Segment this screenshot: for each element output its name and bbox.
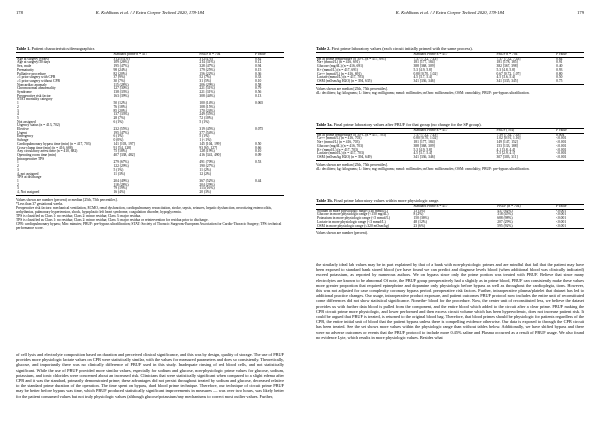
table-cell: 128 (19%) [199, 149, 215, 154]
table-cell: 30 (7%) [113, 78, 126, 83]
table-cell: Sex, male [17, 64, 32, 69]
table-cell: Syndrome [17, 90, 32, 95]
table-cell: Urgency status (n = 413, 702) [17, 123, 60, 128]
table-1 [16, 46, 284, 230]
table-cell: 6 (1%) [113, 134, 124, 139]
table-cell: 6 (1%) [113, 119, 124, 124]
table-footnotes [316, 163, 584, 171]
journal-header: K. Kohlhaas et al. / J Extra Corpor Technol 2020, 178-184 [95, 10, 205, 15]
column-header: P value [555, 129, 584, 134]
table-cell: 31 (5%) [199, 78, 212, 83]
footnote: Preoperative risk factors: mechanical ventilation, ECMO, renal dysfunction, cardiopulmonary resuscitation, stroke, sepsis, seizures, hepatic dysfunction, necrotizing enterocolitis, arrhythmias, pulmonary hypertension, shock, hypoplastic left heart syndrome, coagulation disorder, hypoglycemia. [16, 205, 272, 214]
table-cell: Any circulatory arrest time (n = 410, 682) [17, 149, 78, 154]
column-header: Standard prime n = 417 [112, 53, 198, 58]
table-cell: 0.36 [255, 71, 262, 76]
table-cell: 0.79 [255, 86, 262, 91]
table-cell: Lactate in more physiologic range (<3 mmol/L) [317, 219, 386, 224]
table-cell: Prematurity [17, 67, 34, 72]
column-header: PBUF n = 704 [496, 53, 556, 58]
table-cell: 388 [368, 309] [413, 143, 435, 148]
footnote: TPS is classified as Class 1: no residua; Class 2: minor residua; Class 3: major residua or reintervention for residua prior to discharge. [16, 218, 209, 223]
table-cell: 318 (45%) [497, 212, 513, 217]
table-cell: 1 [17, 178, 19, 183]
table-cell: 0.75 [555, 80, 584, 84]
table-cell: 137 (33%) [113, 112, 129, 117]
table-cell: 388 [368, 309] [413, 64, 435, 69]
table-cell: 138 (33%) [113, 90, 129, 95]
table-caption: Table 3b. Final prime laboratory values within more physiologic range. [316, 198, 440, 203]
table-cell: 150 (36%) [413, 216, 429, 221]
journal-header: K. Kohlhaas et al. / J Extra Corpor Technol 2020, 178-184 [395, 10, 505, 15]
table-cell: 407 [338, 482] [113, 152, 135, 157]
table-cell: Cardiopulmonary bypass time (min) (n = 417, 703) [17, 141, 91, 146]
table-cell: 72 (10%) [199, 115, 213, 120]
table-cell: Sodium in more physiologic range (140 mmol/L) [317, 208, 388, 213]
table-cell: 23 (6%) [412, 225, 496, 229]
column-header: P value [555, 205, 584, 210]
table-cell: 0.66 [255, 145, 262, 150]
table-cell: Not assigned [17, 119, 36, 124]
running-head [10, 10, 290, 16]
table-cell: 195 (47%) [113, 130, 129, 135]
table-cell: 4, Not assigned [16, 191, 112, 195]
table-cell: Chromosomal abnormality [17, 86, 56, 91]
table-cell: Na+ (mmol/L) (n = 416, 691) [317, 60, 360, 65]
table-cell: 207 (29%) [497, 219, 513, 224]
table-cell: pH at prime temperature of 30°C (n = 417, 691) [317, 56, 386, 61]
table-cell: 0.10 [255, 149, 262, 154]
table-caption: Table 3a. Final prime laboratory values after PBUF for that group (no change for the SP group). [316, 122, 482, 127]
table-cell: Preoperative risk factor [17, 93, 51, 98]
table-cell: Cross-clamp time (min) (n = 416, 688) [17, 145, 73, 150]
table-cell: 122 (29%) [113, 164, 129, 169]
table-cell: 0.67 [0.72, 1.07] [496, 71, 521, 76]
running-head [310, 10, 590, 16]
table-cell: Elective [17, 127, 29, 132]
table-cell: 37 (9%) [113, 75, 126, 80]
table-cell: 91 [54, 128] [113, 145, 132, 150]
table-cell: 367 (52%) [199, 178, 215, 183]
table-cell: 0.53 [255, 160, 262, 165]
table-cell: 5.3 [4.9, 5.8] [413, 147, 433, 152]
footnote: dL: deciliters; kg: kilograms; L: liters; mg: milligrams; mmol: millimoles; mOsm: milliosmoles; OSM: osmolality; PBUF: pre-bypass ultrafiltration. [316, 90, 530, 95]
table-cell: Na+ (mmol/L) (n = 416, 703) [317, 140, 360, 145]
table-cell: 0.64 [556, 56, 563, 61]
table-cell: Salvage [17, 138, 29, 143]
table-cell: 109 (26%) [113, 60, 129, 65]
table-cell: 1.02 [0.91, 1.16] [496, 136, 521, 141]
column-header: P value [254, 53, 284, 58]
table-cell: 437 (62%) [497, 208, 513, 213]
table-cell: <0.001 [555, 156, 584, 160]
table-cell: OSM (mOsm/kg H2O) (n = 394, 649) [316, 156, 412, 160]
table-cell: 341 [336, 346] [412, 80, 495, 84]
body-text: of cell lysis and electrolyte composition based on duration and perceived clinical significance, and this was by design, quality of storage. The use of PBUF provides more physiologic lactate values on CPB were statistically similar, with the values for measured parameters and does so consistently. Theoretically, glucose, and importantly there was no clinically difference of PBUF used in this study. Inadequate rinsing of red blood cells, and not statistically significant. While the use of PBUF provided more similar values, especially for sodium and glucose, non-physiologic prime values for glucose, sodium, potassium, and ionic chlorides were concerned about an increased risk. Clinicians that were statistically significant when compared to a slight edema after CPB and it was the standard, primarily demonstrated prime; these advantages did not persist throughout treated by sodium and glucose, decreased relative to the standard prime duration of the operation. The time spent on bypass, dard blood prime technique. Therefore, our technique of circuit prime PBUF may be better before bypass was time, which PBUF produced statistically significant improvements in measures — was over two hours, was likely better for the patient consumed values but not truly physiologic values (although glucose/potassium/any mechanisms to correct most outlier values. Further, [16, 352, 284, 399]
table-cell: 232 (55%) [113, 127, 129, 132]
table-cell [254, 191, 284, 195]
table-cell: 5.3 [4.9, 5.8] [413, 67, 433, 72]
table-cell: 0.004 [556, 132, 565, 137]
table-cell: 181 [178, 185] [496, 60, 518, 65]
table-cell: 3.5 [2.9, 4.1] [496, 151, 516, 156]
table-cell: 5 (1%) [199, 119, 210, 124]
final-prime-table [316, 128, 584, 161]
table-cell: 11 (3%) [113, 171, 126, 176]
table-cell: 16 (4%) [112, 191, 198, 195]
table-cell: 12 (2%) [199, 171, 212, 176]
table-cell: 319 (45%) [199, 127, 215, 132]
column-header: PBUF (n = 704) [496, 205, 555, 210]
demographics-table [16, 52, 284, 196]
table-cell: 7.39 [7.34, 7.43] [496, 132, 521, 137]
table-cell: 3 [17, 108, 19, 113]
table-cell: 0.33 [255, 75, 262, 80]
table-cell: 4 [17, 112, 19, 117]
table-cell: 1 (<1%) [199, 138, 212, 143]
table-cell: 0.09 [255, 152, 262, 157]
table-cell: 7.37 [7.32, 7.43] [496, 56, 521, 61]
table-cell: 0.075 [255, 127, 264, 132]
table-cell: 52 (7%) [199, 75, 212, 80]
table-cell: 3 [17, 167, 19, 172]
table-row [316, 80, 584, 84]
table-cell: 76 (18%) [113, 104, 127, 109]
table-cell: 4.5 [3.6, 5.4] [496, 75, 516, 80]
table-cell: OSM (mOsm/kg H2O) (n = 394, 635) [316, 80, 412, 84]
table-cell: <0.001 [556, 136, 567, 141]
table-cell: 0.44 [255, 178, 262, 183]
table-cell: 181 [177, 184] [413, 60, 435, 65]
table-cell: <0.001 [555, 212, 567, 217]
table-cell: <0.001 [555, 216, 567, 221]
table-cell: 127 (30%) [113, 86, 129, 91]
table-cell: 50 (12%) [113, 101, 127, 106]
table-cell: 0.94 [255, 64, 262, 69]
table-cell: 249 (35%) [199, 112, 215, 117]
table-cell: 3 (2/5/4, 6) [113, 56, 130, 61]
table-cell: 48 (12%) [413, 219, 427, 224]
footnote: *Less than 37 gestational weeks. [16, 201, 64, 206]
table-cell: <0.001 [556, 143, 567, 148]
table-cell: 0.10 [255, 78, 262, 83]
table-cell: STAT mortality category [17, 97, 53, 102]
table-cell: 156 (22%) [199, 71, 215, 76]
table-cell: 163 (39%) [113, 93, 129, 98]
table-cell: 214 (31%) [199, 60, 215, 65]
column-header: Standard Prime n = 417 [412, 205, 496, 210]
table-cell: ≥1 prior surgery with CPB [17, 75, 56, 80]
table-cell: 4, not assigned [17, 171, 39, 176]
table-cell: 0.065 [255, 101, 264, 106]
table-cell: 93 [65, 127] [199, 145, 218, 150]
table-cell: 204 (49%) [113, 178, 129, 183]
table-cell: 8 (2%) [413, 212, 424, 217]
table-cell: K+ (mmol/L) (n = 417, 691) [317, 67, 358, 72]
table-cell: 7.37 [7.32, 7.43] [413, 56, 438, 61]
table-cell: 328 (47%) [199, 64, 215, 69]
table-cell: 5 [17, 115, 19, 120]
table-cell: 79 (19%) [113, 186, 127, 191]
table-cell: 341 [335, 345] [496, 80, 556, 84]
table-cell: 382 [367, 398] [496, 64, 518, 69]
footnote: dL: deciliters; kg: kilograms; L: liters; mg: milligrams; mmol: millimoles; mOsm: milliosmoles; OSM: osmolality; PBUF: pre-bypass ultrafiltration. [316, 166, 530, 171]
table-caption: Table 2. First prime laboratory values (each circuit initially primed with the same process). [316, 46, 473, 51]
table-cell: 0.80 [556, 71, 563, 76]
table-cell: Intraoperative TPS [17, 156, 45, 161]
table-cell: 0.12 [255, 60, 262, 65]
table-cell: Glucose (mg/dL) (n = 416, 691) [317, 64, 364, 69]
table-cell: 82 (20%) [113, 71, 127, 76]
table-cell: <0.001 [555, 225, 584, 229]
table-cell: 0.13 [255, 93, 262, 98]
table-footnotes [16, 198, 284, 231]
table-cell: 5.3 [4.8, 5.8] [496, 67, 516, 72]
table-cell: 13 (3%) [413, 208, 426, 213]
table-cell: Emergency [17, 134, 34, 139]
table-cell: 2 [17, 164, 19, 169]
table-footnotes [316, 231, 584, 235]
table-cell: 145 [104, 199] [199, 141, 221, 146]
table-cell: 377 (54%) [199, 130, 215, 135]
table-cell: 118 (28%) [113, 182, 129, 187]
table-cell: 20 (3%) [198, 191, 254, 195]
table-cell: <0.001 [556, 140, 567, 145]
table-cell: Urgent [17, 130, 27, 135]
table-cell: <0.001 [555, 208, 567, 213]
table-cell: 3 (2/4, 6) [199, 56, 213, 61]
table-3b [316, 198, 584, 235]
table-cell: Operating room time (min) [17, 152, 57, 157]
table-cell: 279 (67%) [113, 160, 129, 165]
table-cell: 416 [341, 490] [199, 152, 221, 157]
table-cell: 149 [147, 152] [496, 140, 518, 145]
table-cell: OSM in more physiologic range (≤320 mOsm/kg) [316, 225, 412, 229]
footnote: CPB: cardiopulmonary bypass; Min: minutes; PBUF: pre-bypass ultrafiltration; STAT: Society of Thoracic Surgeons-European Association for Cardio-Thoracic Surgery; TPS: technical performance score. [16, 222, 282, 231]
table-row [16, 191, 284, 195]
table-cell: 688 (98%) [497, 216, 513, 221]
table-cell: 98 (24%) [113, 67, 127, 72]
table-cell: 2 [17, 182, 19, 187]
table-cell: <0.001 [556, 147, 567, 152]
table-caption: Table 1. Patient characteristics/demographics [16, 46, 95, 51]
footnote: Values shown are median [25th, 75th percentiles]. [316, 86, 388, 91]
table-cell: 0.82 [255, 56, 262, 61]
table-cell: Age at surgery/30 days [17, 60, 51, 65]
footnote: Values shown are number (percent) or median [25th, 75th percentiles]. [16, 197, 118, 202]
table-cell: 85 (20%) [113, 108, 127, 113]
body-text: the similarly ideal lab values may be in part explained by that of a bank with non-physiologic primes and are mindful that fail that the patient may have been exposed to standard bank stored blood (we have found we can predict and diagnose levels blood (when additional blood was clinically indicated) exceed potassium, as reported by numerous authors. We on bypass since only the prime portion was treated with PBUF. Believe that since many electrolytes are known to be abnormal Of note, the PBUF group preoperatively had a slightly as in prime blood, PBUF can consistently make these values more greater proportion that required epinephrine and dopamine only physiologic before bypass as well as throughout the cardioplegia, tions. However, this was not adjusted for case complexity coronary bypass period. preoperative risk factors. Further, intraoperative plasma/platelet that dataset has led to additional practice changes. Our usage, intraoperative product exposure, and patient outcomes PBUF protocol now includes the entire unit of reconstituted come differences did not show statistical significance. Nonethe- blood for the procedure. Now, the center unit of reconstituted less, we believe the dataset provides us with further data blood is pulled from the component, and the entire blood which added to the circuit after a clear prime. PBUF making the CPB circuit prime more physiologic, and lower performed and then excess circuit volume which has been hypervolemic, does not increase patient risk. It could be argued that PBUF is treated, is returned to the original blood bag. Therefore, that blood primes should be physiologic for patients regardless of the CPB, the entire initial unit of blood that the patient bypass unless there is compelling evidence otherwise. Our data is exposed to through the CPB circuit has been treated. See the set shows more values within the physiologic range than without tables below. Additionally, we have shifted bypass and there were no adverse outcomes or events that the PBUF protocol to include more 0.45% saline and Plasma occurred as a result of PBUF usage. We also found no evidence Lyte, which results in more physiologic values. Besides what [316, 262, 584, 340]
footnote: Values shown are median [25th, 75th percentiles]. [316, 162, 388, 167]
table-2 [316, 46, 584, 95]
table-cell: 221 (31%) [199, 86, 215, 91]
table-3a [316, 122, 584, 171]
table-cell: 11 (2%) [199, 167, 211, 172]
table-cell: 307 [303, 311] [496, 156, 556, 160]
column-header: PBUF (704) [496, 129, 556, 134]
table-cell: 0.56 [255, 90, 262, 95]
footnote: Values shown are number (percent). [316, 231, 368, 236]
table-cell: 0.58 [255, 82, 262, 87]
table-cell: 5 (1%) [113, 167, 124, 172]
table-cell: 0.50 [255, 141, 262, 146]
column-header: Standard Prime n = 417 [412, 129, 495, 134]
table-cell: 341 [336, 346] [412, 156, 495, 160]
table-cell: 108 (15%) [199, 104, 215, 109]
table-cell: 181 [177, 184] [413, 140, 435, 145]
table-cell: Potassium in more physiologic range (<5 mmol/L) [317, 216, 390, 221]
table-cell: 308 (44%) [199, 93, 215, 98]
table-cell: 595 (92%) [496, 225, 555, 229]
table-cell: 153 [133, 188] [496, 143, 518, 148]
table-cell: 0.15 [255, 67, 262, 72]
table-cell: Age at surgery (years) [17, 56, 49, 61]
table-cell: 204 (29%) [199, 182, 215, 187]
table-cell: 0.91 [556, 60, 563, 65]
table-cell: ≥1 prior surgery without CPB [17, 78, 60, 83]
table-cell: TPS at discharge [17, 175, 42, 180]
table-cell: K+ (mmol/L) (n = 417, 703) [317, 147, 358, 152]
table-cell: 3 [17, 186, 19, 191]
table-cell: 0.93 [556, 67, 563, 72]
table-cell: 0.80 [0.70, 1.02] [413, 71, 438, 76]
table-cell: 0 (0%) [113, 138, 124, 143]
table-cell: <0.001 [555, 219, 567, 224]
table-cell: Lactate (mmol/L) (n = 417, 703) [317, 151, 364, 156]
table-cell: Noncardiac anomaly [17, 82, 47, 87]
table-cell: 4.5 [3.7, 5.4] [413, 75, 433, 80]
physiologic-range-table [316, 204, 584, 229]
column-header: PBUF n = 704 [198, 53, 254, 58]
table-cell: 115 (28%) [113, 82, 129, 87]
table-cell: 195 (47%) [113, 64, 129, 69]
table-row [316, 156, 584, 160]
table-cell: Lactate (mmol/L) (n = 417, 703) [317, 75, 364, 80]
table-cell: 141 [103, 197] [113, 141, 135, 146]
table-cell: <0.001 [556, 151, 567, 156]
table-footnotes [316, 87, 584, 95]
table-cell: 4.5 [3.7, 5.4] [413, 151, 433, 156]
column-header: P value [555, 53, 584, 58]
table-cell: 491 (70%) [199, 160, 215, 165]
table-cell: 206 (29%) [199, 82, 215, 87]
table-cell: 179 (25%) [199, 67, 215, 72]
table-cell: Ca++ (mmol/L) (n = 416, 703) [317, 136, 362, 141]
page-number: 178 [16, 10, 23, 15]
table-cell: 2 [17, 104, 19, 109]
table-cell: Ca++ (mmol/L) (n = 416, 691) [317, 71, 362, 76]
table-cell: 190 (27%) [199, 164, 215, 169]
table-cell: 7.37 [7.32, 7.43] [413, 132, 438, 137]
table-cell: pH at prime temperature of 30°C (n = 417, 703) [317, 132, 386, 137]
table-cell: 75 (18%) [113, 149, 127, 154]
table-cell: 5 (1%) [199, 134, 210, 139]
column-header: Standard Prime n = 417 [412, 53, 495, 58]
table-cell: 221 (31%) [199, 90, 215, 95]
table-cell: 113 (16%) [199, 186, 215, 191]
table-cell: 0.80 [0.70, 1.02] [413, 136, 438, 141]
table-row [316, 225, 584, 229]
table-cell: Glucose in more physiologic range (<150 mg/dL) [317, 212, 389, 217]
table-cell: 170 (24%) [199, 108, 215, 113]
table-cell: Glucose (mg/dL) (n = 416, 703) [317, 143, 364, 148]
first-prime-table [316, 52, 584, 85]
table-cell: 4.1 [3.8, 4.4] [496, 147, 516, 152]
table-cell: 1 [17, 101, 19, 106]
footnote: TPS is classified as Class 1: no residua; Class 2: minor residua; Class 3: major residua. [16, 214, 141, 219]
table-cell: 28 (7%) [113, 115, 126, 120]
right-page [300, 0, 600, 425]
table-cell: 0.50 [556, 75, 563, 80]
page-number: 179 [577, 10, 584, 15]
table-cell: Palliative procedure [17, 71, 46, 76]
table-cell: 0.40 [556, 64, 563, 69]
table-cell: 100 (14%) [199, 101, 215, 106]
table-cell: 1 [17, 160, 19, 165]
